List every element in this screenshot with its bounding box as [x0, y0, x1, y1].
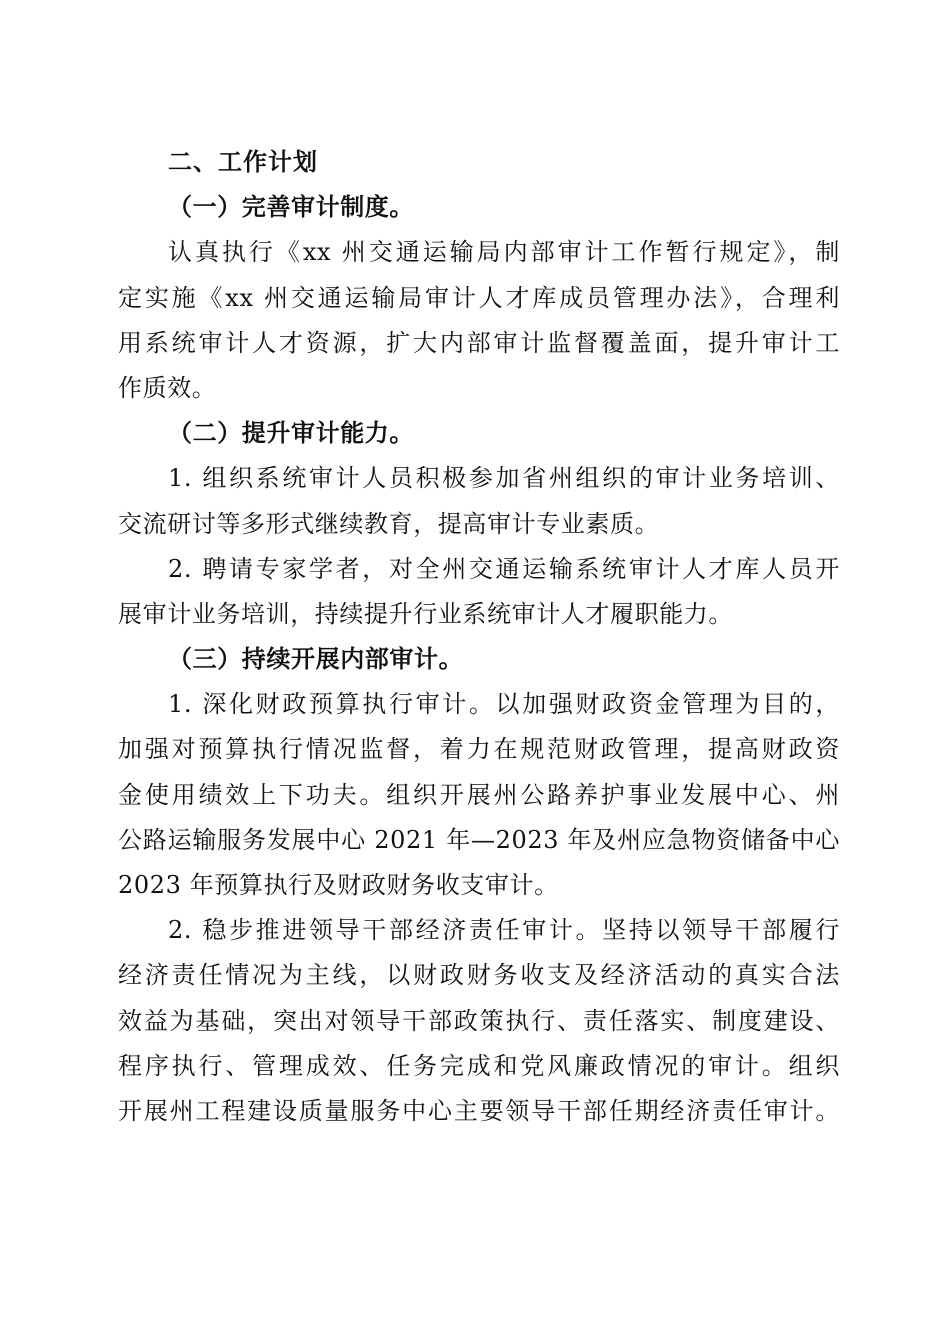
paragraph-line: 定实施《xx 州交通运输局审计人才库成员管理办法》，合理利: [118, 283, 840, 312]
paragraph-line: 2. 稳步推进领导干部经济责任审计。坚持以领导干部履行: [168, 916, 840, 945]
paragraph-line: 2023 年预算执行及财政财务收支审计。: [118, 871, 559, 899]
paragraph-line: 1. 深化财政预算执行审计。以加强财政资金管理为目的，: [168, 690, 840, 719]
paragraph-line: 1. 组织系统审计人员积极参加省州组织的审计业务培训、: [168, 464, 840, 493]
subsection-title-3: （三）持续开展内部审计。: [168, 645, 464, 674]
paragraph-line: 效益为基础，突出对领导干部政策执行、责任落实、制度建设、: [118, 1006, 840, 1035]
paragraph-line: 程序执行、管理成效、任务完成和党风廉政情况的审计。组织: [118, 1051, 840, 1080]
document-page: [118, 140, 840, 1134]
paragraph-line: 加强对预算执行情况监督，着力在规范财政管理，提高财政资: [118, 735, 840, 764]
paragraph-line: 金使用绩效上下功夫。组织开展州公路养护事业发展中心、州: [118, 780, 840, 809]
subsection-title-2: （二）提升审计能力。: [168, 419, 414, 448]
paragraph-line: 公路运输服务发展中心 2021 年—2023 年及州应急物资储备中心: [118, 825, 840, 854]
paragraph-line: 作质效。: [118, 373, 217, 402]
paragraph-line: 2. 聘请专家学者，对全州交通运输系统审计人才库人员开: [168, 554, 840, 583]
paragraph-line: 用系统审计人才资源，扩大内部审计监督覆盖面，提升审计工: [118, 328, 840, 357]
paragraph-line: 认真执行《xx 州交通运输局内部审计工作暂行规定》，制: [168, 238, 840, 267]
paragraph-line: 经济责任情况为主线，以财政财务收支及经济活动的真实合法: [118, 961, 840, 990]
subsection-title-1: （一）完善审计制度。: [168, 193, 414, 222]
section-heading: 二、工作计划: [168, 148, 318, 176]
paragraph-line: 交流研讨等多形式继续教育，提高审计专业素质。: [118, 509, 660, 538]
paragraph-line: 展审计业务培训，持续提升行业系统审计人才履职能力。: [118, 599, 733, 628]
paragraph-line: 开展州工程建设质量服务中心主要领导干部任期经济责任审计。: [118, 1096, 840, 1125]
